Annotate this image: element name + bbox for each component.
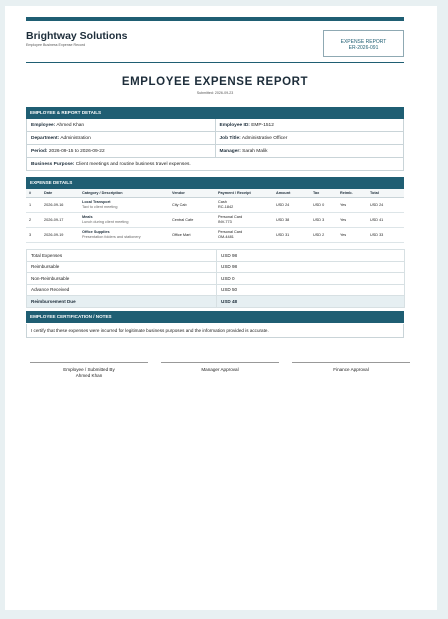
top-accent-bar bbox=[26, 17, 404, 21]
employee-signature-label: Employee / Submitted By bbox=[63, 367, 115, 372]
summary-row-nonreimbursable bbox=[27, 273, 405, 285]
row-reimb: Yes bbox=[337, 198, 367, 213]
page-title: EMPLOYEE EXPENSE REPORT bbox=[121, 76, 309, 88]
row-vendor: Central Cafe bbox=[169, 213, 215, 228]
col-total: Total bbox=[367, 189, 404, 198]
col-number: # bbox=[26, 189, 41, 198]
department-cell: Department: Administration bbox=[26, 132, 216, 145]
finance-signature-label: Finance Approval bbox=[333, 367, 369, 372]
row-vendor: City Cab bbox=[169, 198, 215, 213]
submitted-date: Submitted: 2026-09-23 bbox=[196, 91, 234, 95]
expense-table bbox=[26, 189, 404, 243]
employee-cell: Employee: Ahmed Khan bbox=[26, 119, 216, 132]
summary-value: USD 50 bbox=[217, 284, 405, 296]
summary-row-due bbox=[27, 296, 405, 308]
expense-heading: EXPENSE DETAILS bbox=[26, 177, 404, 189]
row-tax: USD 3 bbox=[310, 213, 337, 228]
row-total: USD 41 bbox=[367, 213, 404, 228]
table-row bbox=[26, 198, 404, 213]
manager-cell: Manager: Sarah Malik bbox=[216, 145, 405, 158]
employee-signature-name: Ahmed Khan bbox=[75, 372, 103, 378]
table-row bbox=[26, 228, 404, 243]
row-reimb: Yes bbox=[337, 228, 367, 243]
summary-label: Reimbursement Due bbox=[27, 296, 217, 308]
report-reference-box bbox=[323, 30, 404, 57]
period-cell: Period: 2026-09-15 to 2026-09-22 bbox=[26, 145, 216, 158]
col-date: Date bbox=[41, 189, 79, 198]
manager-signature-label: Manager Approval bbox=[201, 367, 239, 372]
row-category: Local Transport Taxi to client meeting bbox=[79, 198, 169, 213]
report-ref-label: EXPENSE REPORT bbox=[340, 39, 387, 45]
finance-signature bbox=[292, 362, 410, 373]
company-name: Brightway Solutions bbox=[26, 30, 128, 42]
summary-value: USD 98 bbox=[217, 261, 405, 273]
certification-heading: EMPLOYEE CERTIFICATION / NOTES bbox=[26, 311, 404, 323]
row-date: 2026-09-16 bbox=[41, 198, 79, 213]
row-payment: Cash RC-1842 bbox=[215, 198, 273, 213]
summary-label: Total Expenses bbox=[27, 250, 217, 262]
col-tax: Tax bbox=[310, 189, 337, 198]
company-subtitle: Employee Business Expense Record bbox=[26, 43, 86, 47]
summary-label: Reimbursable bbox=[27, 261, 217, 273]
row-category: Meals Lunch during client meeting bbox=[79, 213, 169, 228]
report-page bbox=[5, 6, 437, 610]
purpose-cell: Business Purpose: Client meetings and routine business travel expenses. bbox=[26, 158, 404, 171]
col-vendor: Vendor bbox=[169, 189, 215, 198]
summary-label: Advance Received bbox=[27, 284, 217, 296]
employee-signature bbox=[30, 362, 148, 378]
row-reimb: Yes bbox=[337, 213, 367, 228]
row-amount: USD 24 bbox=[273, 198, 310, 213]
summary-value: USD 98 bbox=[217, 250, 405, 262]
summary-row-advance bbox=[27, 284, 405, 296]
report-ref-number: ER-2026-091 bbox=[348, 45, 379, 51]
col-payment: Payment / Receipt bbox=[215, 189, 273, 198]
row-payment: Personal Card INV-773 bbox=[215, 213, 273, 228]
row-category: Office Supplies Presentation folders and stationery bbox=[79, 228, 169, 243]
row-vendor: Office Mart bbox=[169, 228, 215, 243]
summary-row-reimbursable bbox=[27, 261, 405, 273]
summary-value: USD 48 bbox=[217, 296, 405, 308]
row-date: 2026-09-17 bbox=[41, 213, 79, 228]
table-row bbox=[26, 213, 404, 228]
expense-header-row bbox=[26, 189, 404, 198]
manager-signature bbox=[161, 362, 279, 373]
details-heading: EMPLOYEE & REPORT DETAILS bbox=[26, 107, 404, 119]
row-tax: USD 2 bbox=[310, 228, 337, 243]
row-total: USD 33 bbox=[367, 228, 404, 243]
row-amount: USD 31 bbox=[273, 228, 310, 243]
col-amount: Amount bbox=[273, 189, 310, 198]
summary-table bbox=[26, 249, 405, 308]
details-grid bbox=[26, 119, 404, 171]
summary-row-total bbox=[27, 250, 405, 262]
row-number: 3 bbox=[26, 228, 41, 243]
row-number: 2 bbox=[26, 213, 41, 228]
job-title-cell: Job Title: Administrative Officer bbox=[216, 132, 405, 145]
row-tax: USD 0 bbox=[310, 198, 337, 213]
row-date: 2026-09-19 bbox=[41, 228, 79, 243]
header-divider bbox=[26, 62, 404, 63]
summary-value: USD 0 bbox=[217, 273, 405, 285]
certification-text: I certify that these expenses were incurred for legitimate business purposes and the information provided is accurate. bbox=[26, 324, 404, 338]
col-category: Category / Description bbox=[79, 189, 169, 198]
summary-label: Non-Reimbursable bbox=[27, 273, 217, 285]
employee-id-cell: Employee ID: EMP-1512 bbox=[216, 119, 405, 132]
row-number: 1 bbox=[26, 198, 41, 213]
row-payment: Personal Card OM-4481 bbox=[215, 228, 273, 243]
row-total: USD 24 bbox=[367, 198, 404, 213]
row-amount: USD 38 bbox=[273, 213, 310, 228]
col-reimb: Reimb. bbox=[337, 189, 367, 198]
